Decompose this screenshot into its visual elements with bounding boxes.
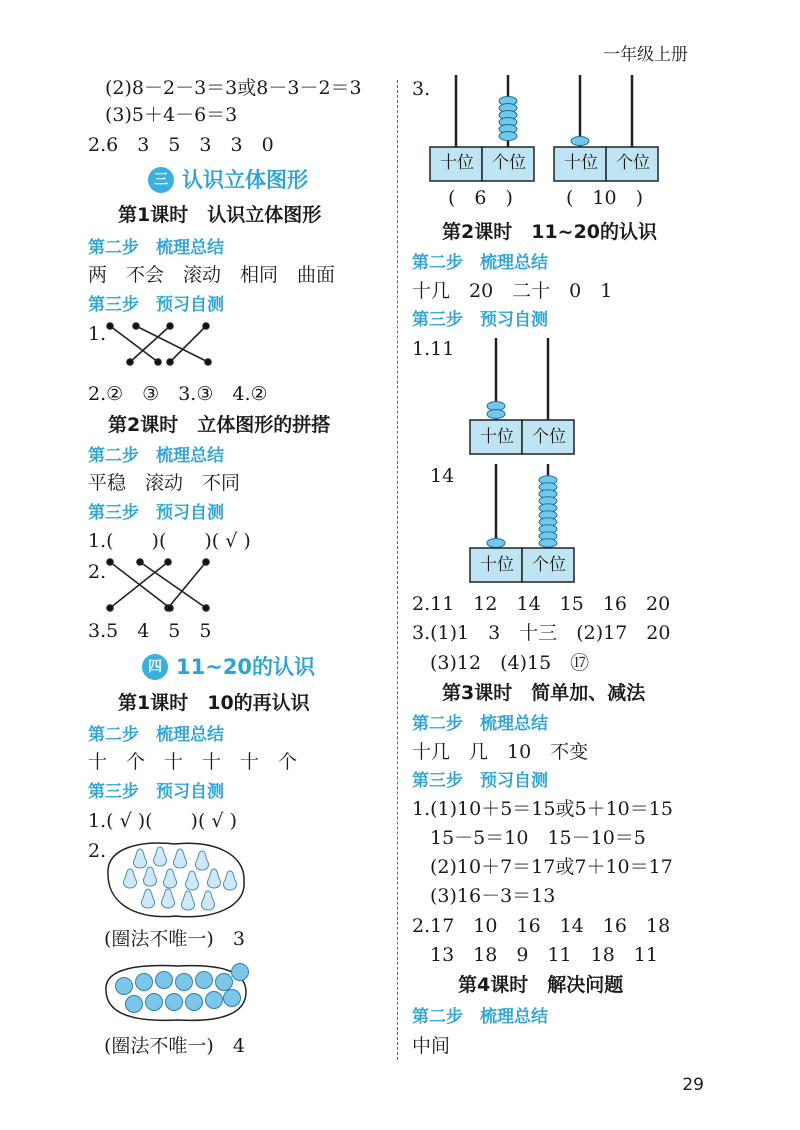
step-label: 第二步 梳理总结 <box>88 238 224 258</box>
answer-line: (3)5＋4－6＝3 <box>105 104 238 126</box>
lesson-title: 第1课时 认识立体图形 <box>118 204 322 226</box>
step-label: 第三步 预习自测 <box>412 771 548 791</box>
unit-number-badge: 四 <box>142 654 168 680</box>
pear-icon <box>223 871 236 890</box>
unit-heading-4 <box>142 654 315 680</box>
pear-group-drawing <box>100 838 250 920</box>
ones-label: 个位 <box>532 555 566 575</box>
lesson-title: 第3课时 简单加、减法 <box>442 682 646 704</box>
lesson-title: 第4课时 解决问题 <box>458 974 624 996</box>
pear-icon <box>161 889 174 908</box>
apple-icon <box>116 978 133 995</box>
pear-icon <box>201 891 214 910</box>
pear-icon <box>143 867 156 886</box>
step-label: 第三步 预习自测 <box>412 310 548 330</box>
lesson-title: 第1课时 10的再认识 <box>118 692 310 714</box>
step-label: 第三步 预习自测 <box>88 782 224 802</box>
tens-label: 十位 <box>564 153 598 173</box>
apple-icon <box>232 964 249 981</box>
answer-number: 14 <box>430 465 455 487</box>
pear-icon <box>207 869 220 888</box>
matching-lines-2 <box>100 556 220 616</box>
abacus-bead <box>571 137 589 146</box>
question-number: 2. <box>88 840 107 862</box>
column-divider <box>397 80 398 1060</box>
grade-label: 一年级上册 <box>603 45 688 65</box>
answer-line: 中间 <box>412 1035 451 1057</box>
pear-icon <box>181 891 194 910</box>
pear-icon <box>195 851 208 870</box>
apple-icon <box>196 972 213 989</box>
ones-label: 个位 <box>492 153 526 173</box>
step-label: 第二步 梳理总结 <box>88 446 224 466</box>
unit-title: 11~20的认识 <box>176 655 316 679</box>
step-label: 第二步 梳理总结 <box>412 1007 548 1027</box>
pear-icon <box>123 869 136 888</box>
matching-lines-1 <box>100 318 220 368</box>
answer-line: 十 个 十 十 十 个 <box>88 751 298 773</box>
page-number: 29 <box>682 1075 704 1095</box>
apple-icon <box>126 996 143 1013</box>
apple-icon <box>146 994 163 1011</box>
answer-line: 十几 几 10 不变 <box>412 741 589 763</box>
apple-icon <box>136 974 153 991</box>
step-label: 第三步 预习自测 <box>88 295 224 315</box>
answer-line: 2.11 12 14 15 16 20 <box>412 593 671 615</box>
answer-line: 两 不会 滚动 相同 曲面 <box>88 264 336 286</box>
answer-line: 13 18 9 11 18 11 <box>430 944 658 966</box>
tens-label: 十位 <box>440 153 474 173</box>
step-label: 第二步 梳理总结 <box>88 725 224 745</box>
unit-heading-3 <box>148 167 308 193</box>
apple-icon <box>224 990 241 1007</box>
answer-line: (2)10＋7＝17或7＋10＝17 <box>430 856 673 878</box>
pear-icon <box>141 889 154 908</box>
question-number: 2. <box>88 561 107 583</box>
step-label: 第二步 梳理总结 <box>412 714 548 734</box>
pear-icon <box>173 849 186 868</box>
abacus-beads <box>499 97 517 141</box>
answer-line: 平稳 滚动 不同 <box>88 472 241 494</box>
ones-label: 个位 <box>616 153 650 173</box>
tens-label: 十位 <box>480 555 514 575</box>
lesson-title: 第2课时 11~20的认识 <box>442 221 658 243</box>
answer-line: 1.(1)10＋5＝15或5＋10＝15 <box>412 798 673 820</box>
unit-title: 认识立体图形 <box>182 168 308 192</box>
answer-line: 2.6 3 5 3 3 0 <box>88 134 274 156</box>
answer-line: 3.5 4 5 5 <box>88 620 212 642</box>
tens-label: 十位 <box>480 427 514 447</box>
question-number: 1. <box>88 323 107 345</box>
answer-line: (2)8－2－3＝3或8－3－2＝3 <box>105 77 362 99</box>
question-number: 3. <box>412 78 431 100</box>
lesson-title: 第2课时 立体图形的拼搭 <box>108 414 331 436</box>
pear-icon <box>163 869 176 888</box>
pear-icon <box>185 871 198 890</box>
step-label: 第三步 预习自测 <box>88 503 224 523</box>
apple-icon <box>216 974 233 991</box>
apple-icon <box>186 994 203 1011</box>
apple-icon <box>166 994 183 1011</box>
answer-line: 2.17 10 16 14 16 18 <box>412 915 671 937</box>
answer-line: (3)16－3＝13 <box>430 885 556 907</box>
apple-icon <box>206 992 223 1009</box>
answer-line: 1.( √ )( )( √ ) <box>88 810 237 832</box>
abacus-answer: ( 6 ) <box>448 187 513 209</box>
answer-line: 1.( )( )( √ ) <box>88 530 251 552</box>
answer-line: 1.11 <box>412 338 455 360</box>
abacus-answer: ( 10 ) <box>566 187 644 209</box>
answer-note: (圈法不唯一) 3 <box>104 928 245 950</box>
answer-line: 15－5＝10 15－10＝5 <box>430 827 646 849</box>
apple-icon <box>176 974 193 991</box>
apple-group-drawing <box>100 960 250 1026</box>
unit-number-badge: 三 <box>148 167 174 193</box>
answer-line: 3.(1)1 3 十三 (2)17 20 <box>412 622 671 644</box>
step-label: 第二步 梳理总结 <box>412 253 548 273</box>
answer-line: (3)12 (4)15 ⑰ <box>430 652 590 674</box>
ones-label: 个位 <box>532 427 566 447</box>
pear-icon <box>133 849 146 868</box>
answer-note: (圈法不唯一) 4 <box>104 1035 245 1057</box>
apple-icon <box>156 972 173 989</box>
answer-line: 2.② ③ 3.③ 4.② <box>88 383 268 405</box>
pear-icon <box>153 847 166 866</box>
answer-line: 十几 20 二十 0 1 <box>412 280 613 302</box>
